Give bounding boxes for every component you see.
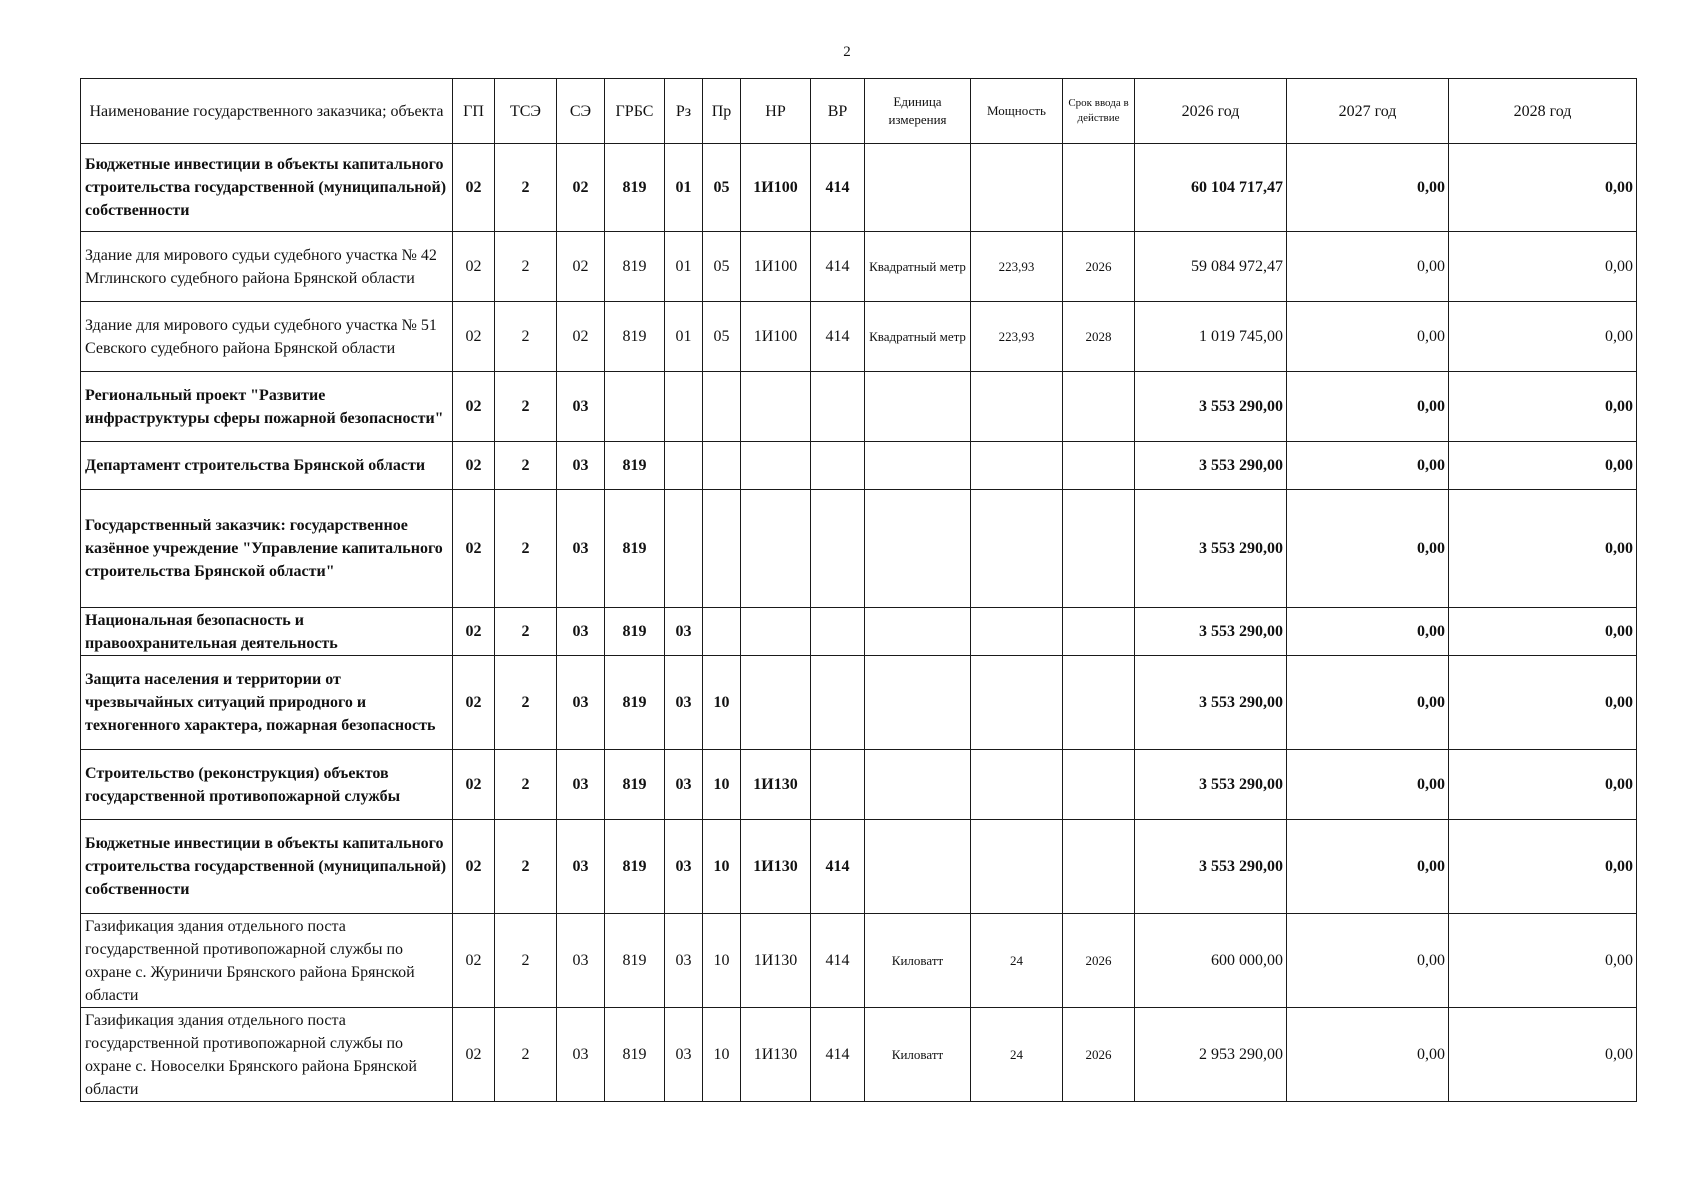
cell-2027: 0,00 [1287, 442, 1449, 490]
cell-unit [865, 750, 971, 820]
cell-capacity: 223,93 [971, 232, 1063, 302]
cell-deadline [1063, 442, 1135, 490]
cell-grbs: 819 [605, 1008, 665, 1102]
cell-pr [703, 608, 741, 656]
cell-2027: 0,00 [1287, 750, 1449, 820]
cell-tse: 2 [495, 442, 557, 490]
table-row [81, 750, 1637, 820]
cell-gp: 02 [453, 490, 495, 608]
header-2027: 2027 год [1287, 79, 1449, 144]
cell-vr [811, 656, 865, 750]
cell-unit [865, 490, 971, 608]
cell-rz: 01 [665, 144, 703, 232]
header-vr: ВР [811, 79, 865, 144]
cell-2027: 0,00 [1287, 914, 1449, 1008]
cell-rz: 03 [665, 820, 703, 914]
cell-2027: 0,00 [1287, 490, 1449, 608]
cell-se: 03 [557, 372, 605, 442]
cell-2026: 3 553 290,00 [1135, 442, 1287, 490]
cell-capacity [971, 442, 1063, 490]
cell-2026: 59 084 972,47 [1135, 232, 1287, 302]
cell-gp: 02 [453, 914, 495, 1008]
cell-nr: 1И100 [741, 232, 811, 302]
table-row [81, 656, 1637, 750]
cell-gp: 02 [453, 750, 495, 820]
cell-vr: 414 [811, 1008, 865, 1102]
cell-tse: 2 [495, 232, 557, 302]
cell-2026: 3 553 290,00 [1135, 820, 1287, 914]
cell-2026: 2 953 290,00 [1135, 1008, 1287, 1102]
cell-capacity [971, 656, 1063, 750]
table-row [81, 1008, 1637, 1102]
cell-deadline: 2026 [1063, 232, 1135, 302]
cell-unit [865, 608, 971, 656]
table-row [81, 914, 1637, 1008]
cell-tse: 2 [495, 608, 557, 656]
cell-grbs: 819 [605, 490, 665, 608]
cell-name: Строительство (реконструкция) объектов государственной противопожарной службы [81, 750, 453, 820]
cell-nr: 1И100 [741, 302, 811, 372]
cell-tse: 2 [495, 302, 557, 372]
cell-2027: 0,00 [1287, 232, 1449, 302]
cell-nr [741, 372, 811, 442]
cell-vr [811, 372, 865, 442]
cell-2027: 0,00 [1287, 608, 1449, 656]
cell-se: 02 [557, 232, 605, 302]
cell-2026: 3 553 290,00 [1135, 608, 1287, 656]
cell-gp: 02 [453, 656, 495, 750]
cell-2027: 0,00 [1287, 820, 1449, 914]
cell-se: 03 [557, 656, 605, 750]
cell-se: 03 [557, 1008, 605, 1102]
cell-deadline [1063, 820, 1135, 914]
cell-gp: 02 [453, 820, 495, 914]
cell-pr: 05 [703, 232, 741, 302]
table-row [81, 820, 1637, 914]
cell-grbs: 819 [605, 302, 665, 372]
cell-2026: 1 019 745,00 [1135, 302, 1287, 372]
cell-2026: 3 553 290,00 [1135, 656, 1287, 750]
cell-tse: 2 [495, 490, 557, 608]
budget-table [80, 78, 1637, 1102]
header-nr: НР [741, 79, 811, 144]
cell-grbs: 819 [605, 656, 665, 750]
cell-vr: 414 [811, 302, 865, 372]
cell-rz [665, 442, 703, 490]
cell-name: Департамент строительства Брянской области [81, 442, 453, 490]
cell-unit [865, 372, 971, 442]
cell-capacity [971, 750, 1063, 820]
cell-nr: 1И130 [741, 914, 811, 1008]
cell-tse: 2 [495, 144, 557, 232]
cell-2028: 0,00 [1449, 656, 1637, 750]
cell-nr [741, 656, 811, 750]
cell-name: Здание для мирового судьи судебного участка № 51 Севского судебного района Брянской области [81, 302, 453, 372]
table-row [81, 302, 1637, 372]
cell-tse: 2 [495, 656, 557, 750]
cell-unit: Квадратный метр [865, 232, 971, 302]
cell-2026: 60 104 717,47 [1135, 144, 1287, 232]
cell-2028: 0,00 [1449, 914, 1637, 1008]
cell-grbs: 819 [605, 750, 665, 820]
cell-capacity: 223,93 [971, 302, 1063, 372]
cell-se: 03 [557, 608, 605, 656]
cell-2027: 0,00 [1287, 302, 1449, 372]
table-row [81, 144, 1637, 232]
cell-vr [811, 750, 865, 820]
cell-tse: 2 [495, 750, 557, 820]
cell-gp: 02 [453, 442, 495, 490]
header-rz: Рз [665, 79, 703, 144]
cell-pr: 05 [703, 144, 741, 232]
cell-deadline: 2026 [1063, 914, 1135, 1008]
cell-unit [865, 656, 971, 750]
cell-capacity [971, 820, 1063, 914]
cell-2028: 0,00 [1449, 1008, 1637, 1102]
header-name: Наименование государственного заказчика; объекта [81, 79, 453, 144]
cell-2026: 3 553 290,00 [1135, 372, 1287, 442]
header-se: СЭ [557, 79, 605, 144]
cell-rz: 03 [665, 914, 703, 1008]
cell-deadline: 2028 [1063, 302, 1135, 372]
cell-pr: 05 [703, 302, 741, 372]
cell-tse: 2 [495, 1008, 557, 1102]
cell-rz: 01 [665, 302, 703, 372]
table-row [81, 372, 1637, 442]
cell-gp: 02 [453, 232, 495, 302]
header-capacity: Мощность [971, 79, 1063, 144]
cell-rz [665, 490, 703, 608]
cell-nr [741, 490, 811, 608]
cell-se: 03 [557, 490, 605, 608]
cell-tse: 2 [495, 914, 557, 1008]
cell-pr: 10 [703, 1008, 741, 1102]
cell-pr: 10 [703, 914, 741, 1008]
cell-nr: 1И130 [741, 820, 811, 914]
cell-capacity [971, 144, 1063, 232]
table-row [81, 490, 1637, 608]
cell-rz: 01 [665, 232, 703, 302]
cell-name: Здание для мирового судьи судебного участка № 42 Мглинского судебного района Брянской области [81, 232, 453, 302]
cell-name: Региональный проект "Развитие инфраструктуры сферы пожарной безопасности" [81, 372, 453, 442]
cell-vr: 414 [811, 144, 865, 232]
cell-capacity: 24 [971, 1008, 1063, 1102]
cell-pr [703, 372, 741, 442]
cell-pr: 10 [703, 750, 741, 820]
cell-pr [703, 490, 741, 608]
table-row [81, 442, 1637, 490]
table-row [81, 232, 1637, 302]
cell-vr: 414 [811, 232, 865, 302]
table-header-row [81, 79, 1637, 144]
cell-grbs: 819 [605, 914, 665, 1008]
cell-2027: 0,00 [1287, 1008, 1449, 1102]
cell-rz [665, 372, 703, 442]
cell-2027: 0,00 [1287, 144, 1449, 232]
cell-2027: 0,00 [1287, 656, 1449, 750]
cell-vr: 414 [811, 914, 865, 1008]
cell-tse: 2 [495, 820, 557, 914]
cell-deadline: 2026 [1063, 1008, 1135, 1102]
cell-capacity [971, 608, 1063, 656]
cell-2028: 0,00 [1449, 750, 1637, 820]
cell-unit: Квадратный метр [865, 302, 971, 372]
header-unit: Единица измерения [865, 79, 971, 144]
cell-capacity [971, 372, 1063, 442]
cell-name: Бюджетные инвестиции в объекты капитального строительства государственной (муниципальной) собственности [81, 820, 453, 914]
table-row [81, 608, 1637, 656]
header-2028: 2028 год [1449, 79, 1637, 144]
cell-name: Газификация здания отдельного поста государственной противопожарной службы по охране с. Журиничи Брянского района Брянской области [81, 914, 453, 1008]
cell-name: Национальная безопасность и правоохранительная деятельность [81, 608, 453, 656]
header-grbs: ГРБС [605, 79, 665, 144]
cell-2026: 3 553 290,00 [1135, 490, 1287, 608]
page-number: 2 [843, 44, 851, 60]
cell-vr [811, 608, 865, 656]
cell-deadline [1063, 372, 1135, 442]
cell-grbs: 819 [605, 144, 665, 232]
cell-nr [741, 608, 811, 656]
cell-pr: 10 [703, 656, 741, 750]
cell-pr: 10 [703, 820, 741, 914]
cell-2028: 0,00 [1449, 302, 1637, 372]
cell-unit [865, 820, 971, 914]
cell-rz: 03 [665, 656, 703, 750]
cell-tse: 2 [495, 372, 557, 442]
cell-nr [741, 442, 811, 490]
cell-grbs: 819 [605, 608, 665, 656]
cell-2028: 0,00 [1449, 232, 1637, 302]
cell-se: 03 [557, 820, 605, 914]
cell-unit [865, 144, 971, 232]
cell-2028: 0,00 [1449, 372, 1637, 442]
cell-vr [811, 490, 865, 608]
header-deadline: Срок ввода в действие [1063, 79, 1135, 144]
header-gp: ГП [453, 79, 495, 144]
cell-name: Защита населения и территории от чрезвычайных ситуаций природного и техногенного характера, пожарная безопасность [81, 656, 453, 750]
cell-deadline [1063, 144, 1135, 232]
cell-grbs: 819 [605, 820, 665, 914]
cell-gp: 02 [453, 1008, 495, 1102]
cell-rz: 03 [665, 1008, 703, 1102]
cell-name: Государственный заказчик: государственное казённое учреждение "Управление капитального строительства Брянской области" [81, 490, 453, 608]
cell-gp: 02 [453, 302, 495, 372]
cell-capacity [971, 490, 1063, 608]
cell-deadline [1063, 490, 1135, 608]
cell-2028: 0,00 [1449, 144, 1637, 232]
cell-nr: 1И100 [741, 144, 811, 232]
cell-rz: 03 [665, 608, 703, 656]
cell-deadline [1063, 608, 1135, 656]
cell-2028: 0,00 [1449, 820, 1637, 914]
cell-2028: 0,00 [1449, 442, 1637, 490]
header-pr: Пр [703, 79, 741, 144]
cell-grbs [605, 372, 665, 442]
cell-deadline [1063, 750, 1135, 820]
cell-vr [811, 442, 865, 490]
cell-deadline [1063, 656, 1135, 750]
cell-gp: 02 [453, 608, 495, 656]
cell-se: 02 [557, 302, 605, 372]
header-2026: 2026 год [1135, 79, 1287, 144]
cell-unit: Киловатт [865, 914, 971, 1008]
cell-se: 03 [557, 914, 605, 1008]
cell-se: 03 [557, 442, 605, 490]
cell-unit [865, 442, 971, 490]
cell-gp: 02 [453, 144, 495, 232]
cell-gp: 02 [453, 372, 495, 442]
cell-nr: 1И130 [741, 1008, 811, 1102]
cell-vr: 414 [811, 820, 865, 914]
cell-rz: 03 [665, 750, 703, 820]
cell-name: Газификация здания отдельного поста государственной противопожарной службы по охране с. Новоселки Брянского района Брянской области [81, 1008, 453, 1102]
header-tse: ТСЭ [495, 79, 557, 144]
cell-nr: 1И130 [741, 750, 811, 820]
cell-2028: 0,00 [1449, 490, 1637, 608]
cell-se: 03 [557, 750, 605, 820]
cell-grbs: 819 [605, 232, 665, 302]
cell-2026: 3 553 290,00 [1135, 750, 1287, 820]
cell-2027: 0,00 [1287, 372, 1449, 442]
cell-pr [703, 442, 741, 490]
cell-2026: 600 000,00 [1135, 914, 1287, 1008]
cell-se: 02 [557, 144, 605, 232]
cell-grbs: 819 [605, 442, 665, 490]
cell-unit: Киловатт [865, 1008, 971, 1102]
cell-name: Бюджетные инвестиции в объекты капитального строительства государственной (муниципальной) собственности [81, 144, 453, 232]
cell-capacity: 24 [971, 914, 1063, 1008]
cell-2028: 0,00 [1449, 608, 1637, 656]
